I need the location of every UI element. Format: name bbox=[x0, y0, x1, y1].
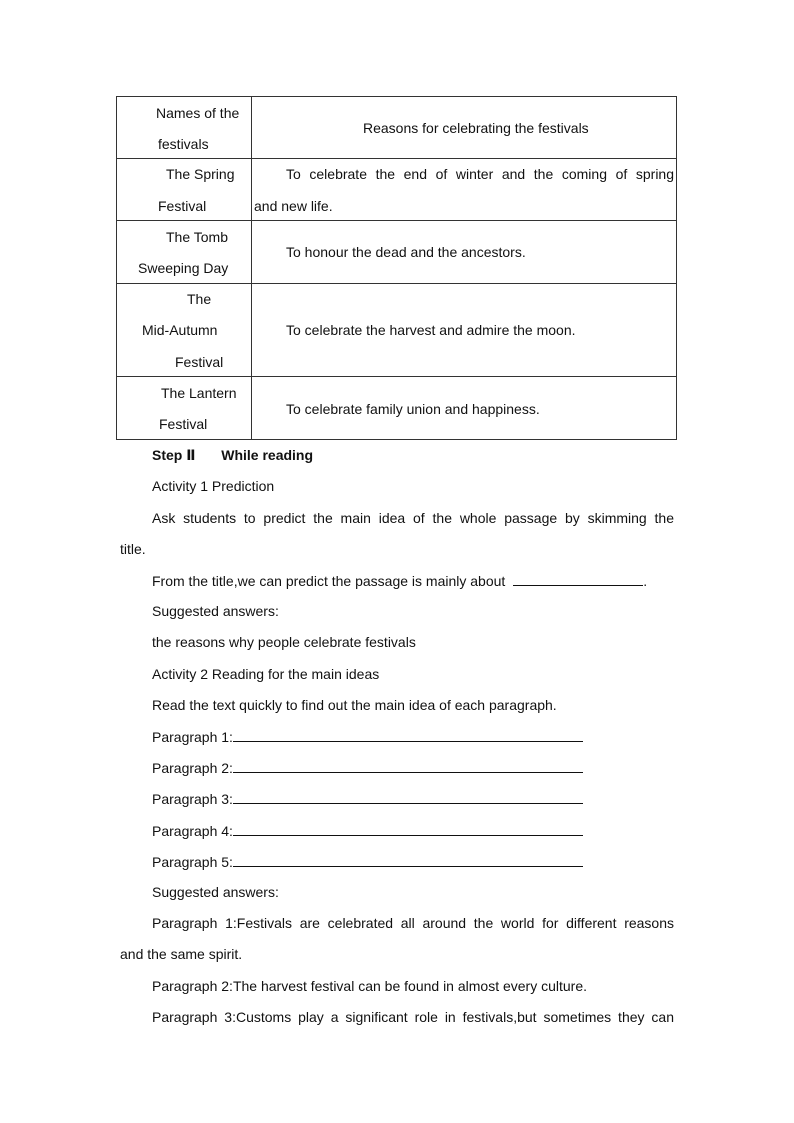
header-reason: Reasons for celebrating the festivals bbox=[363, 120, 589, 136]
festival-reason-line1: To honour the dead and the ancestors. bbox=[286, 244, 526, 260]
festival-name-line3: Festival bbox=[175, 354, 224, 370]
paragraph-blank-row bbox=[152, 728, 583, 745]
activity2-title: Activity 2 Reading for the main ideas bbox=[152, 666, 380, 682]
step-heading bbox=[152, 447, 313, 463]
festival-name-line2: Festival bbox=[158, 198, 207, 214]
activity1-question-text: From the title,we can predict the passage is mainly about bbox=[152, 573, 506, 589]
paragraph-blank-row bbox=[152, 790, 583, 807]
table-row bbox=[117, 159, 676, 221]
festival-name-line1: The Lantern bbox=[161, 385, 237, 401]
paragraph2-answer: Paragraph 2:The harvest festival can be found in almost every culture. bbox=[152, 978, 588, 994]
activity2-instruction: Read the text quickly to find out the main idea of each paragraph. bbox=[152, 697, 557, 713]
paragraph-blank-row bbox=[152, 853, 583, 870]
paragraph-blank-row bbox=[152, 822, 583, 839]
table-row bbox=[117, 221, 676, 284]
paragraph-blank-row bbox=[152, 759, 583, 776]
paragraph-answer-blank[interactable] bbox=[233, 790, 583, 804]
festival-reason-line1: To celebrate the end of winter and the coming of spring bbox=[286, 166, 674, 182]
paragraph-label: Paragraph 1: bbox=[152, 729, 233, 745]
paragraph-answer-blank[interactable] bbox=[233, 759, 583, 773]
paragraph-label: Paragraph 4: bbox=[152, 823, 233, 839]
activity1-instruction-line1: Ask students to predict the main idea of the whole passage by skimming the bbox=[152, 510, 674, 526]
festival-name-line2: Sweeping Day bbox=[138, 260, 229, 276]
activity1-title: Activity 1 Prediction bbox=[152, 478, 275, 494]
paragraph3-answer-line1: Paragraph 3:Customs play a significant role in festivals,but sometimes they can bbox=[152, 1009, 674, 1025]
paragraph-answer-blank[interactable] bbox=[233, 853, 583, 867]
table-row bbox=[117, 284, 676, 377]
festivals-table bbox=[116, 96, 677, 440]
answer-blank[interactable] bbox=[513, 572, 643, 586]
festival-name-line1: The bbox=[187, 291, 212, 307]
activity1-question-end: . bbox=[643, 573, 648, 589]
activity1-instruction-line2: title. bbox=[120, 541, 146, 557]
festival-name-line1: The Tomb bbox=[166, 229, 228, 245]
festival-reason-line1: To celebrate family union and happiness. bbox=[286, 401, 540, 417]
paragraph-label: Paragraph 5: bbox=[152, 854, 233, 870]
festival-reason-line2: and new life. bbox=[254, 198, 333, 214]
festival-reason-line1: To celebrate the harvest and admire the moon. bbox=[286, 322, 576, 338]
paragraph-label: Paragraph 2: bbox=[152, 760, 233, 776]
paragraph-answer-blank[interactable] bbox=[233, 822, 583, 836]
activity1-answer: the reasons why people celebrate festivals bbox=[152, 634, 416, 650]
suggested-answers-label: Suggested answers: bbox=[152, 603, 279, 619]
paragraph1-answer-line1: Paragraph 1:Festivals are celebrated all around the world for different reasons bbox=[152, 915, 674, 931]
festival-name-line2: Mid-Autumn bbox=[142, 322, 218, 338]
header-name-line1: Names of the bbox=[156, 105, 240, 121]
paragraph1-answer-line2: and the same spirit. bbox=[120, 946, 243, 962]
festival-name-line1: The Spring bbox=[166, 166, 235, 182]
paragraph-label: Paragraph 3: bbox=[152, 791, 233, 807]
header-name-line2: festivals bbox=[158, 136, 209, 152]
table-row bbox=[117, 377, 676, 439]
table-header-row bbox=[117, 97, 676, 159]
festival-name-line2: Festival bbox=[159, 416, 208, 432]
step-label: Step Ⅱ bbox=[152, 447, 196, 463]
paragraph-answer-blank[interactable] bbox=[233, 728, 583, 742]
activity1-question bbox=[152, 572, 647, 589]
step-title: While reading bbox=[221, 447, 314, 463]
suggested-answers-label: Suggested answers: bbox=[152, 884, 279, 900]
